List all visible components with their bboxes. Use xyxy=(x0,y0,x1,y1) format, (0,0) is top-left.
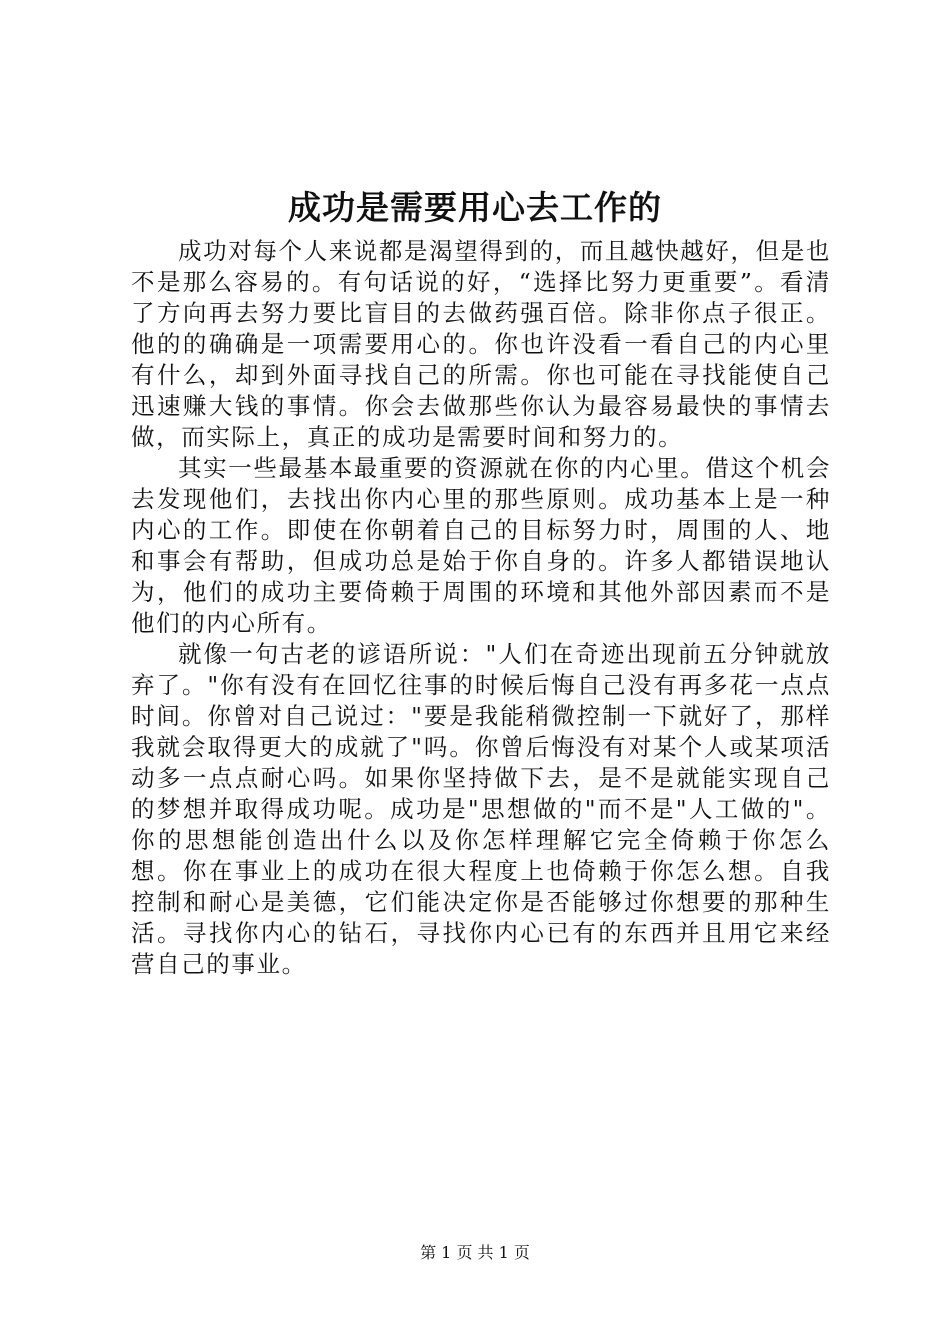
paragraph-3: 就像一句古老的谚语所说："人们在奇迹出现前五分钟就放弃了。"你有没有在回忆往事的时候后悔自己没有再多花一点点时间。你曾对自己说过："要是我能稍微控制一下就好了，那样我就会取得更大的成就了"吗。你曾后悔没有对某个人或某项活动多一点点耐心吗。如果你坚持做下去，是不是就能实现自己的梦想并取得成功呢。成功是"思想做的"而不是"人工做的"。你的思想能创造出什么以及你怎样理解它完全倚赖于你怎么想。你在事业上的成功在很大程度上也倚赖于你怎么想。自我控制和耐心是美德，它们能决定你是否能够过你想要的那种生活。寻找你内心的钻石，寻找你内心已有的东西并且用它来经营自己的事业。 xyxy=(131,640,831,978)
document-title: 成功是需要用心去工作的 xyxy=(288,188,662,227)
page-number-label: 第 1 页 共 1 页 xyxy=(420,1243,530,1262)
document-body xyxy=(131,236,831,980)
paragraph-2: 其实一些最基本最重要的资源就在你的内心里。借这个机会去发现他们，去找出你内心里的那些原则。成功基本上是一种内心的工作。即使在你朝着自己的目标努力时，周围的人、地和事会有帮助，但成功总是始于你自身的。许多人都错误地认为，他们的成功主要倚赖于周围的环境和其他外部因素而不是他们的内心所有。 xyxy=(131,454,831,637)
page-footer xyxy=(0,1242,950,1264)
paragraph-1: 成功对每个人来说都是渴望得到的，而且越快越好，但是也不是那么容易的。有句话说的好，“选择比努力更重要”。看清了方向再去努力要比盲目的去做药强百倍。除非你点子很正。他的的确确是一项需要用心的。你也许没看一看自己的内心里有什么，却到外面寻找自己的所需。你也可能在寻找能使自己迅速赚大钱的事情。你会去做那些你认为最容易最快的事情去做，而实际上，真正的成功是需要时间和努力的。 xyxy=(131,237,831,451)
